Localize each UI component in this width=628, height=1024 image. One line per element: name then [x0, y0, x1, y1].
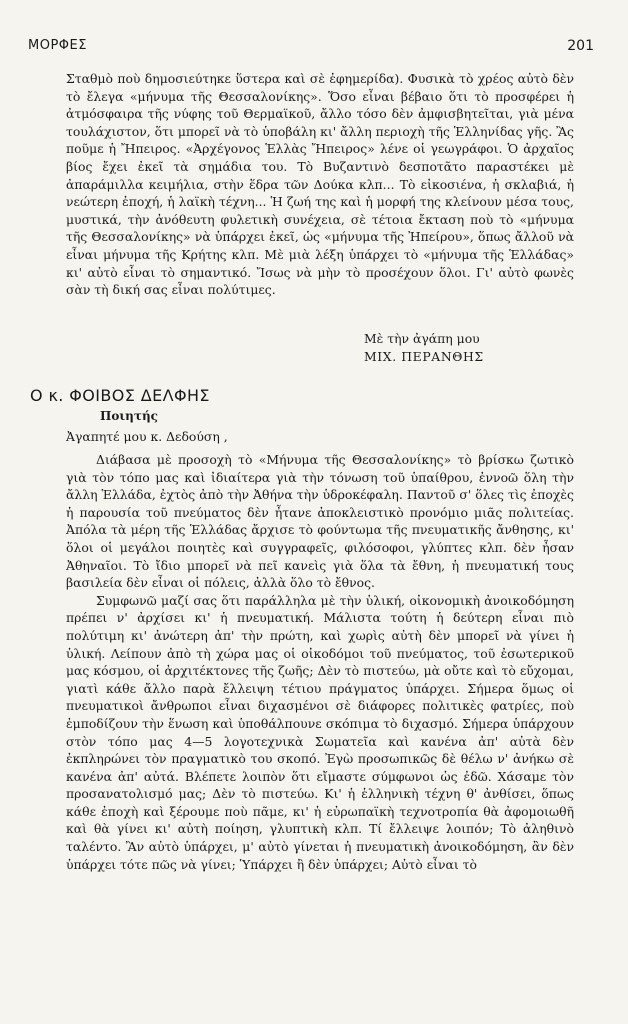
body-paragraph: Συμφωνῶ μαζί σας ὅτι παράλληλα μὲ τὴν ὑλική, οἰκονομικὴ ἀνοικοδόμηση πρέπει ν' ἀρχίσει κι' ἡ πνευματική. Μάλιστα τούτη ἡ δεύτερη εἶναι πιὸ πολύτιμη κι' ἀνώτερη ἀπ' τὴν πρώτη, καὶ χωρὶς αὐτὴ δὲν μπορεῖ νὰ γίνει ἡ ὑλική. Λείπουν ἀπὸ τὴ χώρα μας οἱ οἰκοδόμοι τοῦ πνεύματος, τοῦ ἐσωτερικοῦ μας κόσμου, οἱ ἀρχιτέκτονες τῆς ζωῆς; Δὲν τὸ πιστεύω, μὰ οὔτε καὶ τὸ εὔχομαι, γιατὶ κάθε ἄλλο παρὰ ἔλλειψη τέτιου πράγματος ὑπάρχει. Σήμερα ὅμως οἱ πνευματικοὶ ἄνθρωποι εἶναι διχασμένοι σὲ διάφορες πολιτικὲς φατρίες, ποὺ ἐμποδίζουν τὴν ἕνωση καὶ ὑποθάλπουνε σκόπιμα τὸ διχασμό. Σήμερα ὑπάρχουν στὸν τόπο μας 4—5 λογοτεχνικὰ Σωματεῖα καὶ κανένα ἀπ' αὐτὰ δὲν ἐκπληρώνει τὸν πραγματικὸ του σκοπό. Ἐγὼ προσωπικῶς δὲ θέλω ν' ἀνήκω σὲ κανένα ἀπ' αὐτά. Βλέπετε λοιπὸν ὅτι εἴμαστε σύμφωνοι ὡς ἐδῶ. Χάσαμε τὸν προσανατολισμό μας; Δὲν τὸ πιστεύω. Κι' ἡ ἑλληνικὴ τέχνη θ' ἀνθίσει, ὅπως κάθε ἐποχὴ καὶ ξέρουμε ποὺ πᾶμε, κι' ἡ εὐρωπαϊκὴ τεχνοτροπία θὰ ἀφομοιωθῆ καὶ θὰ γίνει κι' αὐτὴ ποίηση, γλυπτικὴ κλπ. Τί ἔλλειψε λοιπόν; Τὸ ἀληθινὸ ταλέντο. Ἂν αὐτὸ ὑπάρχει, μ' αὐτὸ γίνεται ἡ πνευματικὴ ἀνοικοδόμηση, ἂν δὲν ὑπάρχει τότε πῶς νὰ γίνει; Ὑπάρχει ἢ δὲν ὑπάρχει; Αὐτὸ εἶναι τὸ — [66, 592, 574, 872]
journal-title: ΜΟΡΦΕΣ — [28, 38, 87, 53]
letter-greeting: Ἀγαπητέ μου κ. Δεδούση , — [66, 429, 228, 444]
letter-paragraph: Σταθμὸ ποὺ δημοσιεύτηκε ὕστερα καὶ σὲ ἐφημερίδα). Φυσικὰ τὸ χρέος αὐτὸ δὲν τὸ ἔλεγα «μήνυμα τῆς Θεσσαλονίκης». Ὅσο εἶναι βέβαιο ὅτι τὸ προσφέρει ἡ ἀτμόσφαιρα τῆς νύφης τοῦ Θερμαϊκοῦ, ἄλλο τόσο δὲν ἀμφισβητεῖται, γιὰ μένα τουλάχιστον, ὅτι μπορεῖ νὰ τὸ ὑποβάλη κι' ἄλλη περιοχὴ τῆς Ἑλληνίδας γῆς. Ἂς ποῦμε ἡ Ἤπειρος. «Ἀρχέγονος Ἑλλὰς Ἤπειρος» λένε οἱ γεωγράφοι. Ὁ ἀρχαῖος βίος ἔχει ἐκεῖ τὰ σημάδια του. Τὸ Βυζαντινὸ δεσποτᾶτο παραστέκει μὲ ἀπαράμιλλα κειμήλια, στὴν ἕδρα τῶν Δούκα κλπ... Τὸ εἰκοσιένα, ἡ σκλαβιά, ἡ νεώτερη ἐποχή, ἡ λαϊκὴ τέχνη... Ἡ ζωή της καὶ ἡ μορφή της κλείνουν μέσα τους, μυστικά, τὴν ἀνόθευτη φυλετικὴ συνέχεια, σὲ τέτοια ἔκταση ποὺ τὸ «μήνυμα τῆς Θεσσαλονίκης» νὰ ὑπάρχει ἐκεῖ, ὡς «μήνυμα τῆς Ἠπείρου», ὅπως ἄλλοῦ νὰ εἶναι μήνυμα τῆς Κρήτης κλπ. Μὲ μιὰ λέξη ὑπάρχει τὸ «μήνυμα τῆς Ἑλλάδας» κι' αὐτὸ εἶναι τὸ σημαντικό. Ἴσως νὰ μὴν τὸ προσέχουν ὅλοι. Γι' αὐτὸ φωνὲς σὰν τὴ δική σας εἶναι πολύτιμες. — [66, 71, 574, 298]
author-role: Ποιητής — [100, 409, 158, 423]
page-header — [28, 38, 600, 58]
closing-line: Μὲ τὴν ἀγάπη μου — [364, 331, 480, 346]
section-heading: Ο κ. ΦΟΙΒΟΣ ΔΕΛΦΗΣ — [30, 386, 210, 405]
response-text — [66, 451, 574, 873]
page-number: 201 — [567, 38, 594, 54]
author-name: ΜΙΧ. ΠΕΡΑΝΘΗΣ — [364, 349, 484, 364]
body-paragraph: Διάβασα μὲ προσοχὴ τὸ «Μήνυμα τῆς Θεσσαλονίκης» τὸ βρίσκω ζωτικὸ γιὰ τὸν τόπο μας καὶ ἰδιαίτερα γιὰ τὴν τόνωση τοῦ ὑπαίθρου, ἐννοῶ ὅλη τὴν ἄλλη Ἑλλάδα, ἐχτὸς ἀπὸ τὴν Ἀθήνα τὴν ὑδροκέφαλη. Παντοῦ σ' ὅλες τὶς ἐποχὲς ἡ παρουσία τοῦ πνεύματος δὲν ἦτανε ἀποκλειστικὸ προνόμιο μιᾶς πολιτείας. Ἀπόλα τὰ μέρη τῆς Ἑλλάδας ἄρχισε τὸ φούντωμα τῆς πνευματικῆς ἄνθησης, κι' ὅλοι οἱ μεγάλοι ποιητὲς καὶ συγγραφεῖς, φιλόσοφοι, γλύπτες κλπ. δὲν ἦσαν Ἀθηναῖοι. Τὸ ἴδιο μπορεῖ νὰ πεῖ κανεὶς γιὰ ὅλα τὰ ἔθνη, ἡ πνευματική τους βασιλεία δὲν εἶναι οἱ πόλεις, ἀλλὰ ὅλο τὸ ἔθνος. — [66, 452, 574, 591]
letter-text — [66, 70, 574, 299]
letter-signoff — [364, 330, 564, 366]
